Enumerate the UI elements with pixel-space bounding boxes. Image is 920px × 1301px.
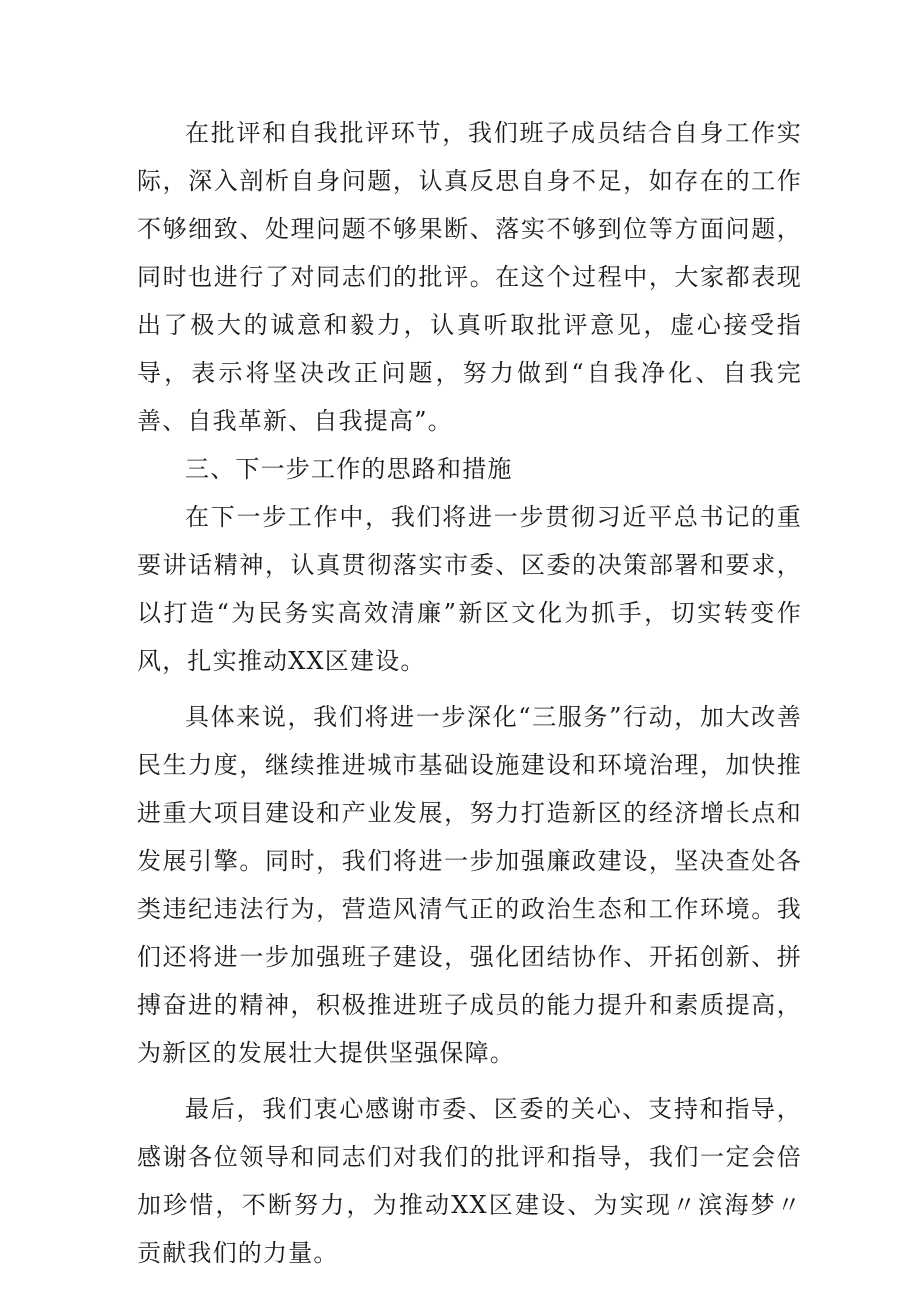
paragraph-next-work: 在下一步工作中，我们将进一步贯彻习近平总书记的重要讲话精神，认真贯彻落实市委、区委的决策部署和要求，以打造“为民务实高效清廉”新区文化为抓手，切实转变作风，扎实推动XX区建设。 [137,503,802,675]
paragraph-specific-measures: 具体来说，我们将进一步深化“三服务”行动，加大改善民生力度，继续推进城市基础设施建设和环境治理，加快推进重大项目建设和产业发展，努力打造新区的经济增长点和发展引擎。同时，我们将进一步加强廉政建设，坚决查处各类违纪违法行为，营造风清气正的政治生态和工作环境。我们还将进一步加强班子建设，强化团结协作、开拓创新、拼搏奋进的精神，积极推进班子成员的能力提升和素质提高，为新区的发展壮大提供坚强保障。 [137,703,802,1067]
paragraph-criticism: 在批评和自我批评环节，我们班子成员结合自身工作实际，深入剖析自身问题，认真反思自身不足，如存在的工作不够细致、处理问题不够果断、落实不够到位等方面问题，同时也进行了对同志们的批评。在这个过程中，大家都表现出了极大的诚意和毅力，认真听取批评意见，虚心接受指导，表示将坚决改正问题，努力做到“自我净化、自我完善、自我革新、自我提高”。 [137,119,802,435]
document-body [137,109,802,1277]
paragraph-closing-thanks: 最后，我们衷心感谢市委、区委的关心、支持和指导，感谢各位领导和同志们对我们的批评和指导，我们一定会倍加珍惜，不断努力，为推动XX区建设、为实现〃滨海梦〃贡献我们的力量。 [137,1095,802,1267]
section-heading-next-steps: 三、下一步工作的思路和措施 [185,455,513,483]
